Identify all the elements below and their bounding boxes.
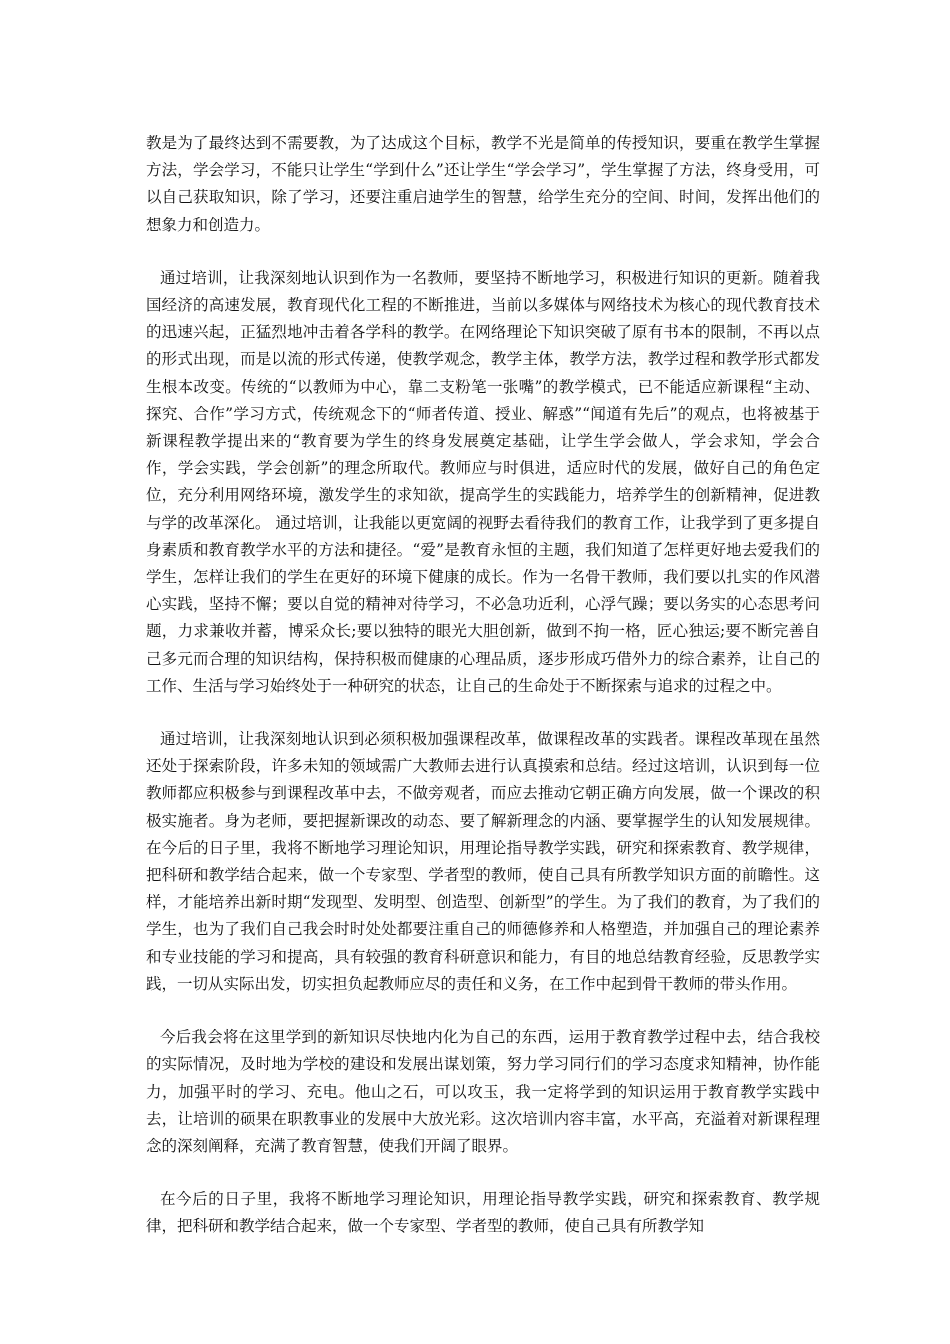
paragraph-2: 通过培训，让我深刻地认识到作为一名教师，要坚持不断地学习，积极进行知识的更新。随着我国经济的高速发展，教育现代化工程的不断推进，当前以多媒体与网络技术为核心的现代教育技术的迅速兴起，正猛烈地冲击着各学科的教学。在网络理论下知识突破了原有书本的限制，不再以点的形式出现，而是以流的形式传递，使教学观念，教学主体，教学方法，教学过程和教学形式都发生根本改变。传统的“以教师为中心，靠二支粉笔一张嘴”的教学模式，已不能适应新课程“主动、探究、合作”学习方式，传统观念下的“师者传道、授业、解惑”“闻道有先后”的观点，也将被基于新课程教学提出来的“教育要为学生的终身发展奠定基础，让学生学会做人，学会求知，学会合作，学会实践，学会创新”的理念所取代。教师应与时俱进，适应时代的发展，做好自己的角色定位，充分利用网络环境，激发学生的求知欲，提高学生的实践能力，培养学生的创新精神，促进教与学的改革深化。 通过培训，让我能以更宽阔的视野去看待我们的教育工作，让我学到了更多提自身素质和教育教学水平的方法和捷径。“爱”是教育永恒的主题，我们知道了怎样更好地去爱我们的学生，怎样让我们的学生在更好的环境下健康的成长。作为一名骨干教师，我们要以扎实的作风潜心实践，坚持不懈；要以自觉的精神对待学习，不必急功近利，心浮气躁；要以务实的心态思考问题，力求兼收并蓄，博采众长;要以独特的眼光大胆创新，做到不拘一格，匠心独运;要不断完善自己多元而合理的知识结构，保持积极而健康的心理品质，逐步形成巧借外力的综合素养，让自己的工作、生活与学习始终处于一种研究的状态，让自己的生命处于不断探索与追求的过程之中。 (146, 268, 820, 695)
paragraph-1: 教是为了最终达到不需要教，为了达成这个目标，教学不光是简单的传授知识，要重在教学生掌握方法，学会学习，不能只让学生“学到什么”还让学生“学会学习”，学生掌握了方法，终身受用，可以自己获取知识，除了学习，还要注重启迪学生的智慧，给学生充分的空间、时间，发挥出他们的想象力和创造力。 (146, 134, 820, 234)
paragraph-4: 今后我会将在这里学到的新知识尽快地内化为自己的东西，运用于教育教学过程中去，结合我校的实际情况，及时地为学校的建设和发展出谋划策，努力学习同行们的学习态度求知精神，协作能力，加强平时的学习、充电。他山之石，可以攻玉，我一定将学到的知识运用于教育教学实践中去，让培训的硕果在职教事业的发展中大放光彩。这次培训内容丰富，水平高，充溢着对新课程理念的深刻阐释，充满了教育智慧，使我们开阔了眼界。 (146, 1028, 820, 1155)
paragraph-3: 通过培训，让我深刻地认识到必须积极加强课程改革，做课程改革的实践者。课程改革现在虽然还处于探索阶段，许多未知的领域需广大教师去进行认真摸索和总结。经过这培训，认识到每一位教师都应积极参与到课程改革中去，不做旁观者，而应去推动它朝正确方向发展，做一个课改的积极实施者。身为老师，要把握新课改的动态、要了解新理念的内涵、要掌握学生的认知发展规律。在今后的日子里，我将不断地学习理论知识，用理论指导教学实践，研究和探索教育、教学规律，把科研和教学结合起来，做一个专家型、学者型的教师，使自己具有所教学知识方面的前瞻性。这样，才能培养出新时期“发现型、发明型、创造型、创新型”的学生。为了我们的教育，为了我们的学生，也为了我们自己我会时时处处都要注重自己的师德修养和人格塑造，并加强自己的理论素养和专业技能的学习和提高，具有较强的教育科研意识和能力，有目的地总结教育经验，反思教学实践，一切从实际出发，切实担负起教师应尽的责任和义务，在工作中起到骨干教师的带头作用。 (146, 730, 820, 993)
document-body (146, 130, 820, 1241)
paragraph-5: 在今后的日子里，我将不断地学习理论知识，用理论指导教学实践，研究和探索教育、教学规律，把科研和教学结合起来，做一个专家型、学者型的教师，使自己具有所教学知 (146, 1190, 820, 1236)
